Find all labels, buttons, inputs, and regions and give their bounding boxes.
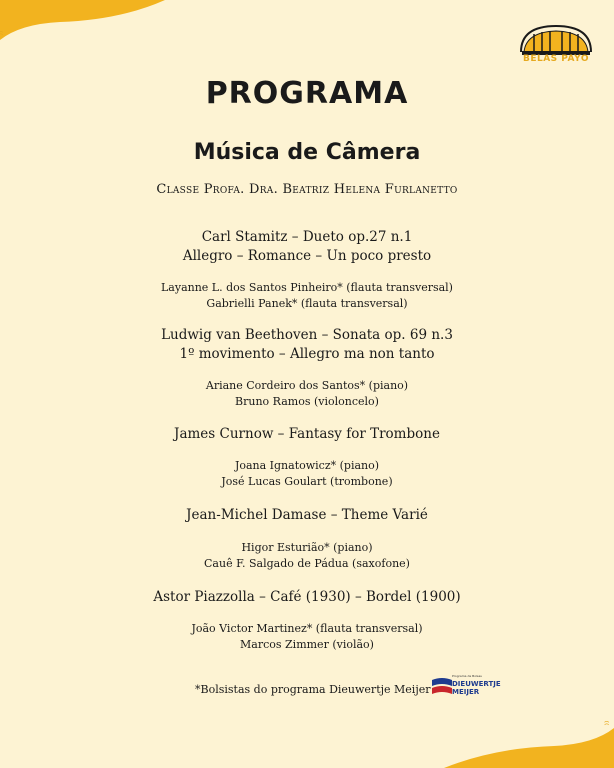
piece-line: Carl Stamitz – Dueto op.27 n.1 [201,229,413,245]
piece-title [0,588,614,607]
class-line: Classe Profa. Dra. Beatriz Helena Furlanetto [156,182,458,197]
piece-line: Ludwig van Beethoven – Sonata op. 69 n.3 [161,327,453,343]
logo-text: BELAS PAYO [522,54,590,64]
piece-title [0,506,614,525]
performers [0,540,614,572]
page-title: PROGRAMA [205,76,409,111]
performer: Cauê F. Salgado de Pádua (saxofone) [204,557,410,570]
piece-line: 1º movimento – Allegro ma non tanto [179,346,435,362]
page-subtitle: Música de Câmera [193,140,421,165]
flag-icon [432,676,452,700]
sponsor-logo [432,674,501,702]
piece-title [0,228,614,266]
corner-decoration-bottom-right [434,718,614,768]
piece-line: James Curnow – Fantasy for Trombone [174,426,440,442]
performer: Bruno Ramos (violoncelo) [235,395,379,408]
sponsor-name-line2: MEIJER [452,688,480,696]
theater-logo-icon [516,22,596,56]
performer: Ariane Cordeiro dos Santos* (piano) [205,379,409,392]
sponsor-small-text: Programa de Bolsas [452,674,482,678]
performers [0,458,614,490]
performer: Joana Ignatowicz* (piano) [234,459,380,472]
corner-decoration-top-left [0,0,170,50]
performers [0,280,614,312]
performer: José Lucas Goulart (trombone) [221,475,393,488]
performers [0,621,614,653]
footnote: *Bolsistas do programa Dieuwertje Meijer [195,683,431,696]
piece-line: Allegro – Romance – Un poco presto [182,248,432,264]
performer: João Victor Martinez* (flauta transversal) [191,622,423,635]
performer: Marcos Zimmer (violão) [240,638,374,651]
performer: Higor Esturião* (piano) [241,541,373,554]
piece-line: Jean-Michel Damase – Theme Varié [186,507,428,523]
piece-title [0,326,614,364]
sponsor-name-line1: DIEUWERTJE [452,680,501,688]
performer: Layanne L. dos Santos Pinheiro* (flauta transversal) [161,281,453,294]
performers [0,378,614,410]
performer: Gabrielli Panek* (flauta transversal) [206,297,408,310]
festival-logo [516,22,596,78]
piece-line: Astor Piazzolla – Café (1930) – Bordel (1900) [153,589,461,605]
piece-title [0,425,614,444]
